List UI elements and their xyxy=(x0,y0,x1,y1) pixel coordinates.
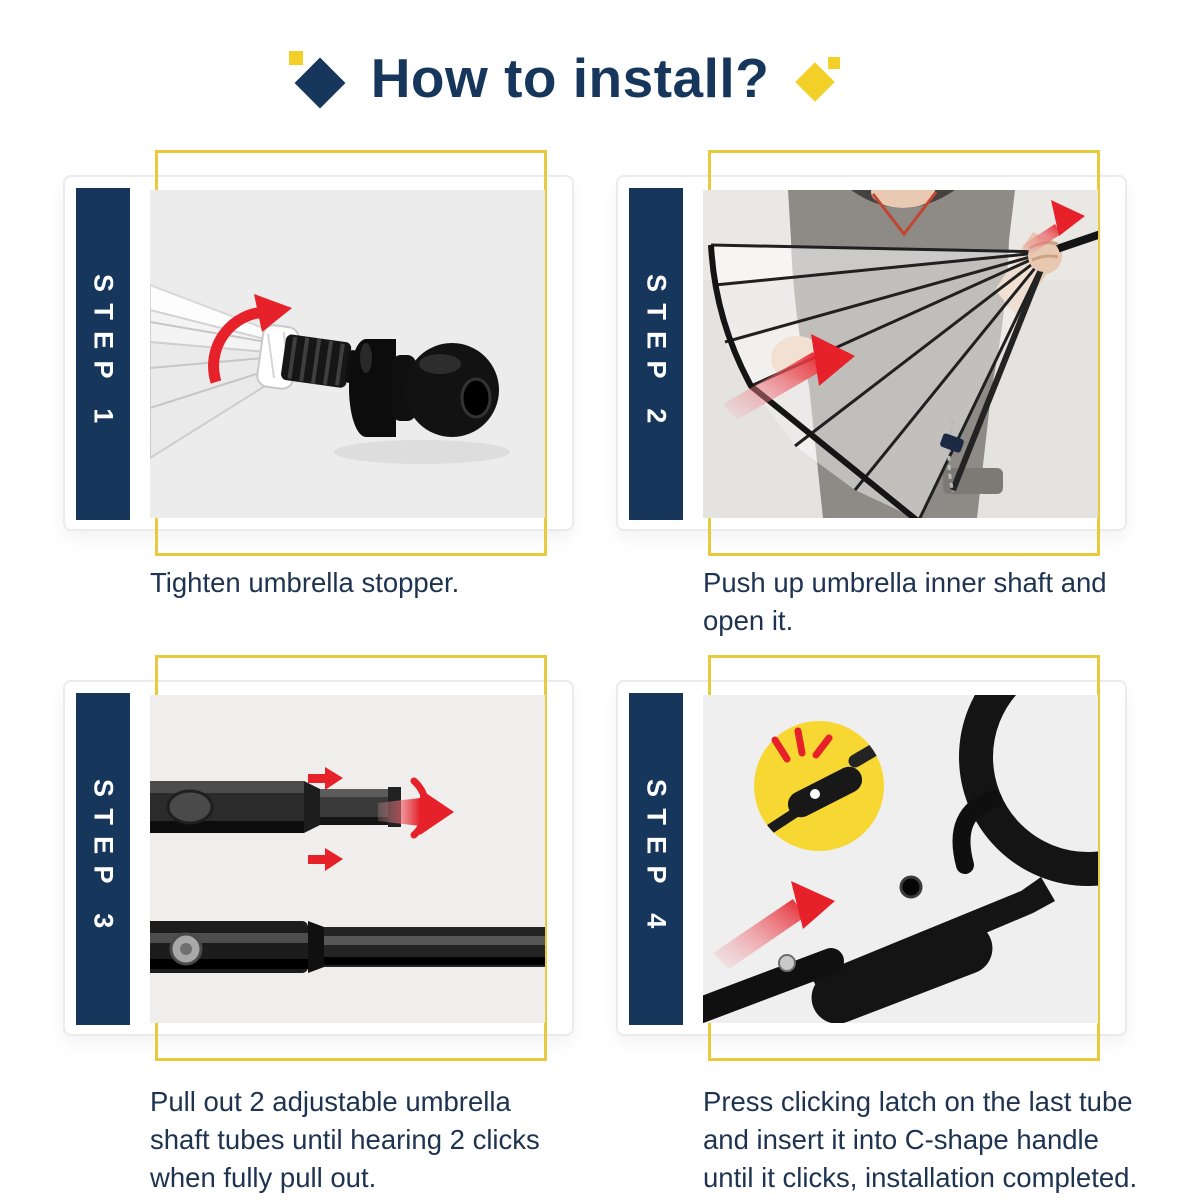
step-1-banner xyxy=(76,188,130,520)
lower-shaft-tube xyxy=(150,921,545,973)
step-4-section xyxy=(616,645,1200,1200)
yellow-square-icon xyxy=(289,51,303,65)
step-4-photo xyxy=(703,695,1098,1023)
step-4-label: STEP 4 xyxy=(641,778,672,940)
step-4-caption xyxy=(703,1083,1173,1197)
step-2-section xyxy=(616,140,1200,700)
caption-line: open it. xyxy=(703,605,794,636)
header xyxy=(0,46,1165,110)
navy-diamond-icon xyxy=(294,58,345,109)
caption-line: Tighten umbrella stopper. xyxy=(150,567,460,598)
step-2-banner xyxy=(629,188,683,520)
right-diamond-decor-icon xyxy=(799,66,831,98)
step-3-photo xyxy=(150,695,545,1023)
caption-line: Press clicking latch on the last tube xyxy=(703,1086,1133,1117)
caption-line: Push up umbrella inner shaft and xyxy=(703,567,1107,598)
step-1-section xyxy=(63,140,663,700)
caption-line: when fully pull out. xyxy=(150,1162,377,1193)
caption-line: and insert it into C-shape handle xyxy=(703,1124,1099,1155)
page-title: How to install? xyxy=(370,47,770,109)
step-2-label: STEP 2 xyxy=(641,273,672,435)
caption-line: shaft tubes until hearing 2 clicks xyxy=(150,1124,540,1155)
step-1-photo xyxy=(150,190,545,518)
yellow-square-icon xyxy=(828,57,840,69)
step-2-caption xyxy=(703,564,1173,640)
left-diamond-decor-icon xyxy=(299,62,341,104)
step-3-section xyxy=(63,645,663,1200)
step-2-photo xyxy=(703,190,1098,518)
step-1-caption xyxy=(150,564,620,602)
step-4-banner xyxy=(629,693,683,1025)
umbrella-stopper xyxy=(334,339,510,464)
caption-line: Pull out 2 adjustable umbrella xyxy=(150,1086,511,1117)
step-3-label: STEP 3 xyxy=(88,778,119,940)
step-3-caption xyxy=(150,1083,620,1197)
step-3-banner xyxy=(76,693,130,1025)
caption-line: until it clicks, installation completed. xyxy=(703,1162,1138,1193)
step-1-label: STEP 1 xyxy=(88,273,119,435)
